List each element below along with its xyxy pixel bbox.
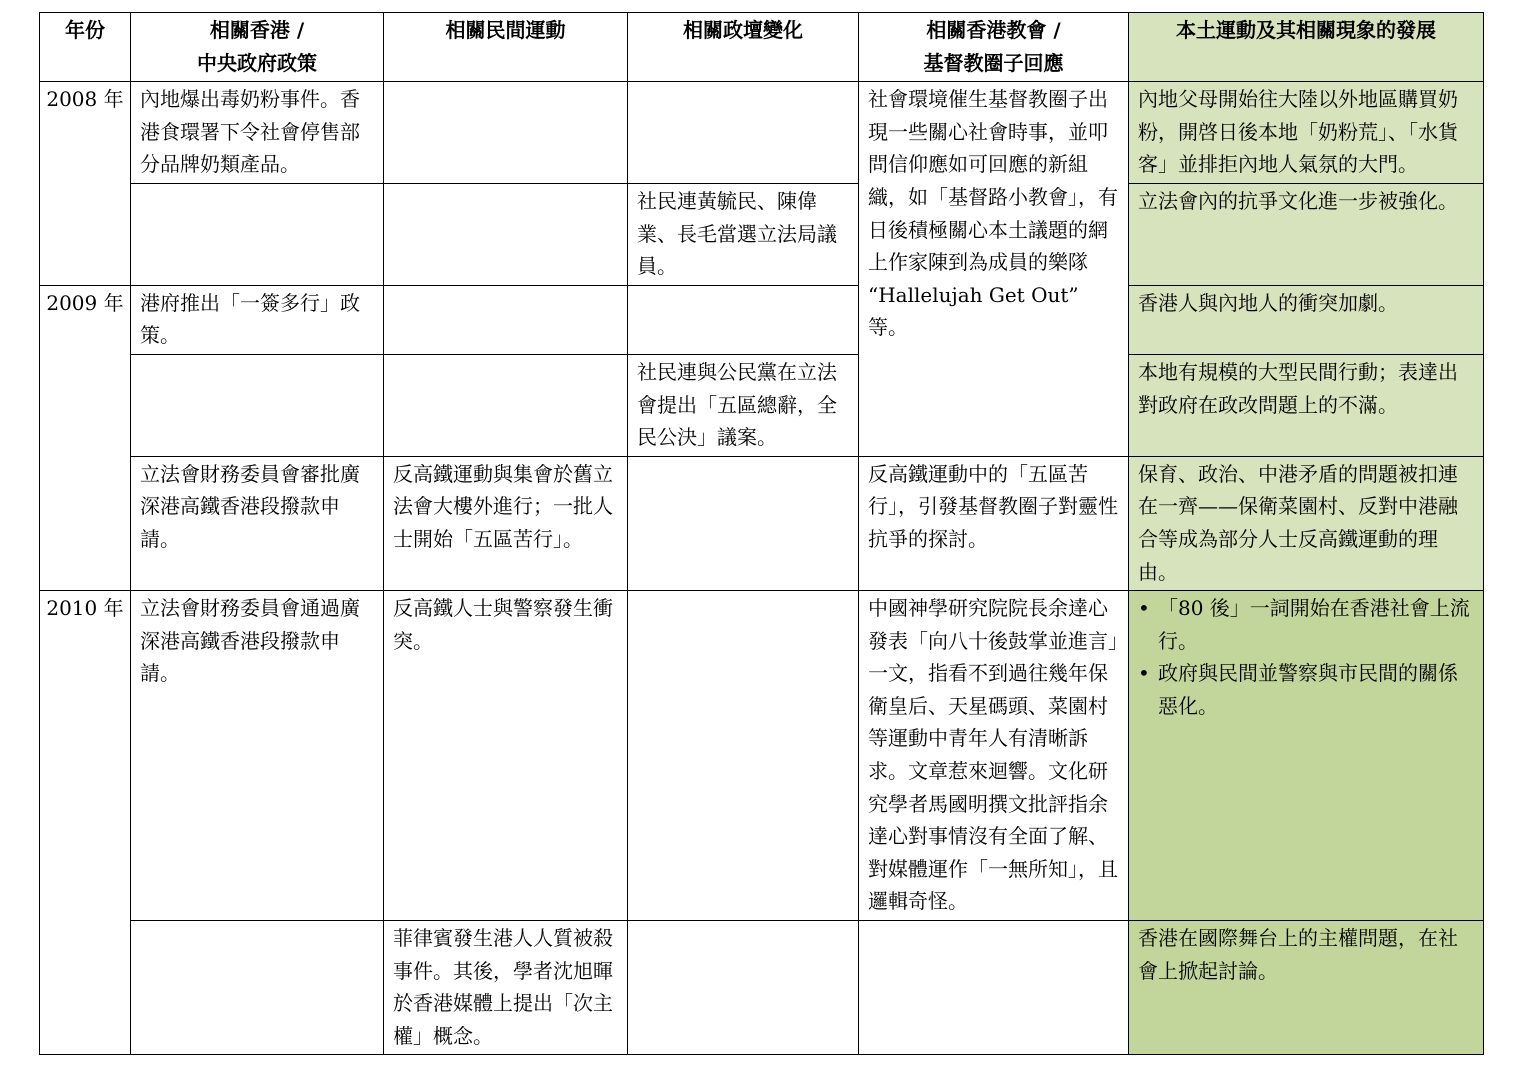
cell-politics: 社民連黃毓民、陳偉業、長毛當選立法局議員。 (628, 183, 859, 285)
header-policy-line2: 中央政府政策 (197, 50, 317, 75)
table-row (40, 591, 1484, 921)
cell-localism (1129, 591, 1484, 921)
header-church-line2: 基督教圈子回應 (923, 50, 1064, 75)
cell-church: 社會環境催生基督教圈子出現一些關心社會時事，並叩問信仰應如可回應的新組織，如「基督路小教會」，有日後積極關心本土議題的網上作家陳到為成員的樂隊 “Hallelujah Get Out” 等。 (859, 82, 1129, 457)
localism-bullet-list (1138, 592, 1474, 722)
table-row (40, 285, 1484, 354)
header-church (859, 13, 1129, 82)
cell-civil: 菲律賓發生港人人質被殺事件。其後，學者沈旭暉於香港媒體上提出「次主權」概念。 (384, 921, 628, 1055)
cell-church (859, 921, 1129, 1055)
cell-church: 中國神學研究院院長余達心發表「向八十後鼓掌並進言」一文，指看不到過往幾年保衛皇后、天星碼頭、菜園村等運動中青年人有清晰訴求。文章惹來迴響。文化研究學者馬國明撰文批評指余達心對事情沒有全面了解、對媒體運作「一無所知」，且邏輯奇怪。 (859, 591, 1129, 921)
header-localism: 本土運動及其相關現象的發展 (1129, 13, 1484, 82)
year-2009: 2009 年 (40, 285, 131, 590)
cell-policy: 立法會財務委員會通過廣深港高鐵香港段撥款申請。 (131, 591, 384, 921)
cell-civil (384, 354, 628, 456)
table-row (40, 921, 1484, 1055)
year-2008: 2008 年 (40, 82, 131, 286)
cell-policy (131, 921, 384, 1055)
cell-civil (384, 183, 628, 285)
cell-politics (628, 285, 859, 354)
cell-localism: 本地有規模的大型民間行動；表達出對政府在政改問題上的不滿。 (1129, 354, 1484, 456)
cell-civil: 反高鐵人士與警察發生衝突。 (384, 591, 628, 921)
cell-policy (131, 354, 384, 456)
list-item: • 「80 後」一詞開始在香港社會上流行。 (1138, 592, 1474, 657)
table-row (40, 82, 1484, 184)
cell-politics: 社民連與公民黨在立法會提出「五區總辭，全民公決」議案。 (628, 354, 859, 456)
cell-civil: 反高鐵運動與集會於舊立法會大樓外進行；一批人士開始「五區苦行」。 (384, 456, 628, 590)
cell-localism: 內地父母開始往大陸以外地區購買奶粉，開啓日後本地「奶粉荒」、「水貨客」並排拒內地人氣氛的大門。 (1129, 82, 1484, 184)
timeline-table (39, 12, 1484, 1055)
header-policy-line1: 相關香港 / (209, 18, 305, 42)
cell-politics (628, 591, 859, 921)
header-church-line1: 相關香港教會 / (926, 18, 1061, 42)
cell-civil (384, 285, 628, 354)
table-row (40, 354, 1484, 456)
cell-localism: 香港在國際舞台上的主權問題，在社會上掀起討論。 (1129, 921, 1484, 1055)
table-row (40, 456, 1484, 590)
year-2010: 2010 年 (40, 591, 131, 1055)
cell-civil (384, 82, 628, 184)
header-civil: 相關民間運動 (384, 13, 628, 82)
list-item: • 政府與民間並警察與市民間的關係惡化。 (1138, 657, 1474, 722)
header-row (40, 13, 1484, 82)
cell-politics (628, 456, 859, 590)
cell-localism: 立法會內的抗爭文化進一步被強化。 (1129, 183, 1484, 285)
cell-politics (628, 82, 859, 184)
cell-politics (628, 921, 859, 1055)
header-politics: 相關政壇變化 (628, 13, 859, 82)
header-policy (131, 13, 384, 82)
cell-localism: 保育、政治、中港矛盾的問題被扣連在一齊——保衛菜園村、反對中港融合等成為部分人士反高鐵運動的理由。 (1129, 456, 1484, 590)
cell-policy: 立法會財務委員會審批廣深港高鐵香港段撥款申請。 (131, 456, 384, 590)
header-year: 年份 (40, 13, 131, 82)
cell-localism: 香港人與內地人的衝突加劇。 (1129, 285, 1484, 354)
cell-policy (131, 183, 384, 285)
cell-policy: 內地爆出毒奶粉事件。香港食環署下令社會停售部分品牌奶類產品。 (131, 82, 384, 184)
table-row (40, 183, 1484, 285)
cell-policy: 港府推出「一簽多行」政策。 (131, 285, 384, 354)
cell-church: 反高鐵運動中的「五區苦行」，引發基督教圈子對靈性抗爭的探討。 (859, 456, 1129, 590)
